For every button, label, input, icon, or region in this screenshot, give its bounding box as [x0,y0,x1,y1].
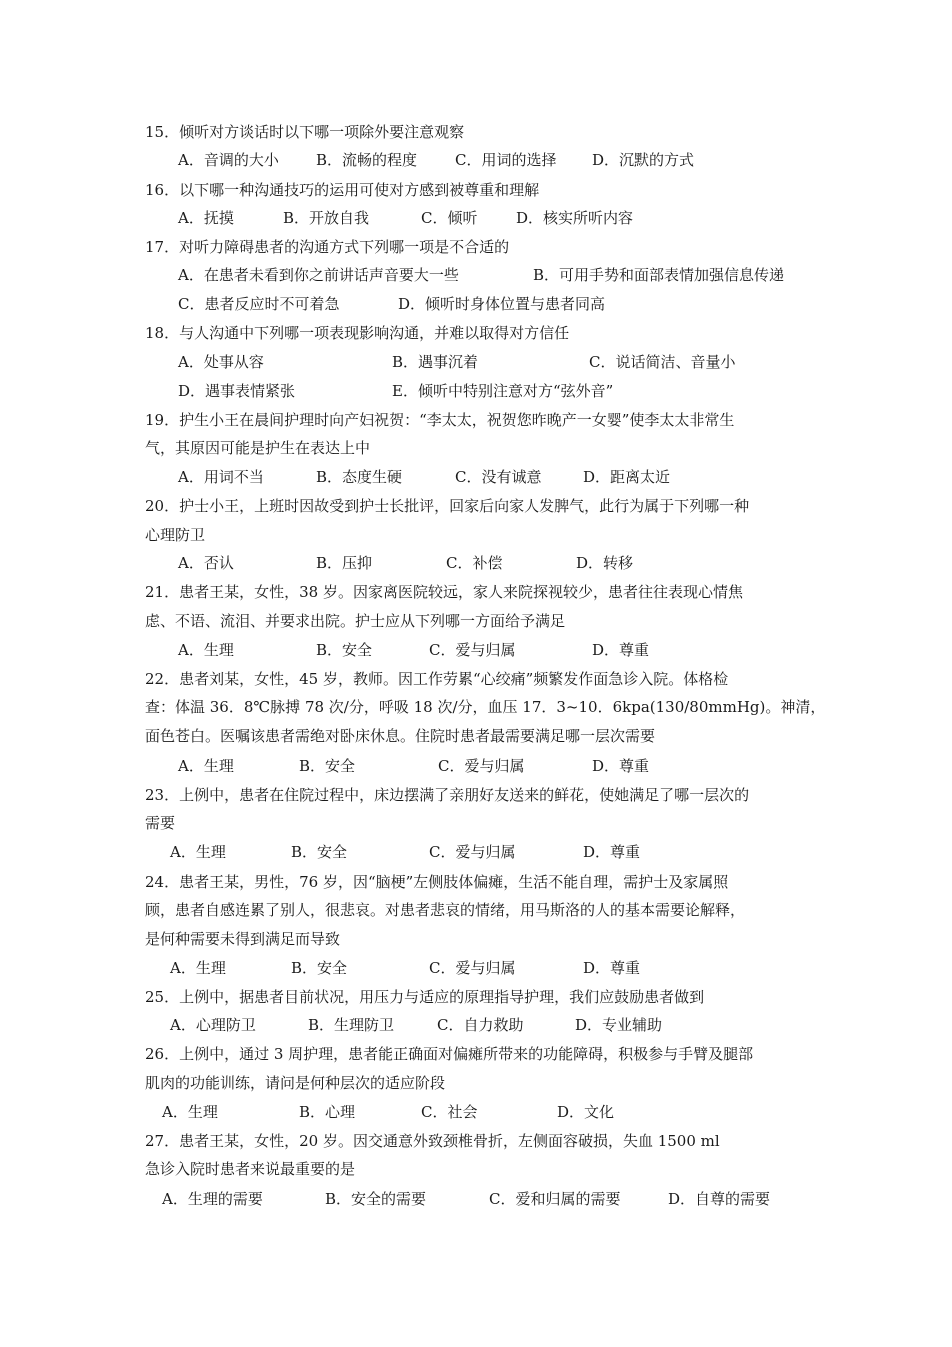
answer-option: B．心理 [299,1103,356,1121]
question-stem-line: 23．上例中，患者在住院过程中，床边摆满了亲朋好友送来的鲜花，使她满足了哪一层次的 [145,786,750,804]
question-stem-line: 面色苍白。医嘱该患者需绝对卧床休息。住院时患者最需要满足哪一层次需要 [145,727,656,745]
answer-option: D．核实所听内容 [516,209,634,227]
answer-option: B．安全的需要 [325,1190,427,1208]
question-stem-line: 急诊入院时患者来说最重要的是 [145,1160,356,1178]
answer-option: D．尊重 [592,641,650,659]
answer-option: B．安全 [291,843,348,861]
question-stem-line: 27．患者王某，女性，20 岁。因交通意外致颈椎骨折，左侧面容破损，失血 1500 ml [145,1132,720,1150]
question-stem-line: 虑、不语、流泪、并要求出院。护士应从下列哪一方面给予满足 [145,612,566,630]
answer-option: A．在患者未看到你之前讲话声音要大一些 [178,266,459,284]
answer-option: C．补偿 [446,554,503,572]
answer-option: D．尊重 [592,757,650,775]
answer-option: C．爱与归属 [429,959,516,977]
answer-option: B．安全 [299,757,356,775]
answer-option: C．爱与归属 [438,757,525,775]
answer-option: D．文化 [557,1103,615,1121]
question-stem-line: 气，其原因可能是护生在表达上中 [145,439,371,457]
question-stem-line: 25．上例中，据患者目前状况，用压力与适应的原理指导护理，我们应鼓励患者做到 [145,988,705,1006]
answer-option: A．生理 [170,959,226,977]
answer-option: C．倾听 [421,209,478,227]
question-stem-line: 查：体温 36．8℃脉搏 78 次/分，呼吸 18 次/分，血压 17．3~10．6kpa(130/80mmHg)。神清， [145,698,826,716]
answer-option: A．生理 [170,843,226,861]
answer-option: E．倾听中特别注意对方“弦外音” [392,382,614,400]
question-stem-line: 22．患者刘某，女性，45 岁，教师。因工作劳累“心绞痛”频繁发作面急诊入院。体格检 [145,670,729,688]
answer-option: C．用词的选择 [455,151,557,169]
question-stem-line: 19．护生小王在晨间护理时向产妇祝贺：“李太太，祝贺您昨晚产一女婴”使李太太非常生 [145,411,735,429]
answer-option: D．倾听时身体位置与患者同高 [398,295,606,313]
answer-option: B．开放自我 [283,209,370,227]
question-stem-line: 24．患者王某，男性，76 岁，因“脑梗”左侧肢体偏瘫，生活不能自理，需护士及家属照 [145,873,729,891]
answer-option: C．爱和归属的需要 [489,1190,621,1208]
answer-option: A．生理 [178,641,234,659]
answer-option: D．转移 [576,554,634,572]
question-stem-line: 26．上例中，通过 3 周护理，患者能正确面对偏瘫所带来的功能障碍，积极参与手臂及腿部 [145,1045,754,1063]
answer-option: C．说话简洁、音量小 [589,353,736,371]
question-stem-line: 18．与人沟通中下列哪一项表现影响沟通，并难以取得对方信任 [145,324,570,342]
answer-option: B．安全 [316,641,373,659]
answer-option: A．生理 [162,1103,218,1121]
answer-option: C．自力救助 [437,1016,524,1034]
answer-option: A．生理的需要 [162,1190,263,1208]
answer-option: B．安全 [291,959,348,977]
answer-option: A．处事从容 [178,353,264,371]
answer-option: A．用词不当 [178,468,264,486]
question-stem-line: 心理防卫 [145,526,206,544]
answer-option: B．生理防卫 [308,1016,395,1034]
answer-option: D．沉默的方式 [592,151,695,169]
answer-option: D．尊重 [583,959,641,977]
question-stem-line: 20．护士小王，上班时因故受到护士长批评，回家后向家人发脾气，此行为属于下列哪一种 [145,497,750,515]
question-stem-line: 肌肉的功能训练，请问是何种层次的适应阶段 [145,1074,446,1092]
answer-option: B．遇事沉着 [392,353,479,371]
question-stem-line: 15．倾听对方谈话时以下哪一项除外要注意观察 [145,123,465,141]
question-stem-line: 16．以下哪一种沟通技巧的运用可使对方感到被尊重和理解 [145,181,540,199]
question-stem-line: 顾，患者自感连累了别人，很悲哀。对患者悲哀的情绪，用马斯洛的人的基本需要论解释， [145,901,746,919]
answer-option: C．没有诚意 [455,468,542,486]
answer-option: C．爱与归属 [429,641,516,659]
answer-option: A．音调的大小 [178,151,279,169]
answer-option: D．遇事表情紧张 [178,382,296,400]
answer-option: C．患者反应时不可着急 [178,295,340,313]
answer-option: A．否认 [178,554,234,572]
answer-option: D．专业辅助 [575,1016,663,1034]
answer-option: A．生理 [178,757,234,775]
answer-option: A．抚摸 [178,209,234,227]
answer-option: C．社会 [421,1103,478,1121]
answer-option: D．距离太近 [583,468,671,486]
answer-option: B．流畅的程度 [316,151,418,169]
answer-option: D．自尊的需要 [668,1190,771,1208]
answer-option: B．态度生硬 [316,468,403,486]
answer-option: B．压抑 [316,554,373,572]
question-stem-line: 17．对听力障碍患者的沟通方式下列哪一项是不合适的 [145,238,510,256]
question-stem-line: 是何种需要未得到满足而导致 [145,930,341,948]
answer-option: C．爱与归属 [429,843,516,861]
answer-option: A．心理防卫 [170,1016,256,1034]
answer-option: D．尊重 [583,843,641,861]
question-stem-line: 需要 [145,814,176,832]
answer-option: B．可用手势和面部表情加强信息传递 [533,266,785,284]
question-stem-line: 21．患者王某，女性，38 岁。因家离医院较远，家人来院探视较少，患者往往表现心情焦 [145,583,743,601]
